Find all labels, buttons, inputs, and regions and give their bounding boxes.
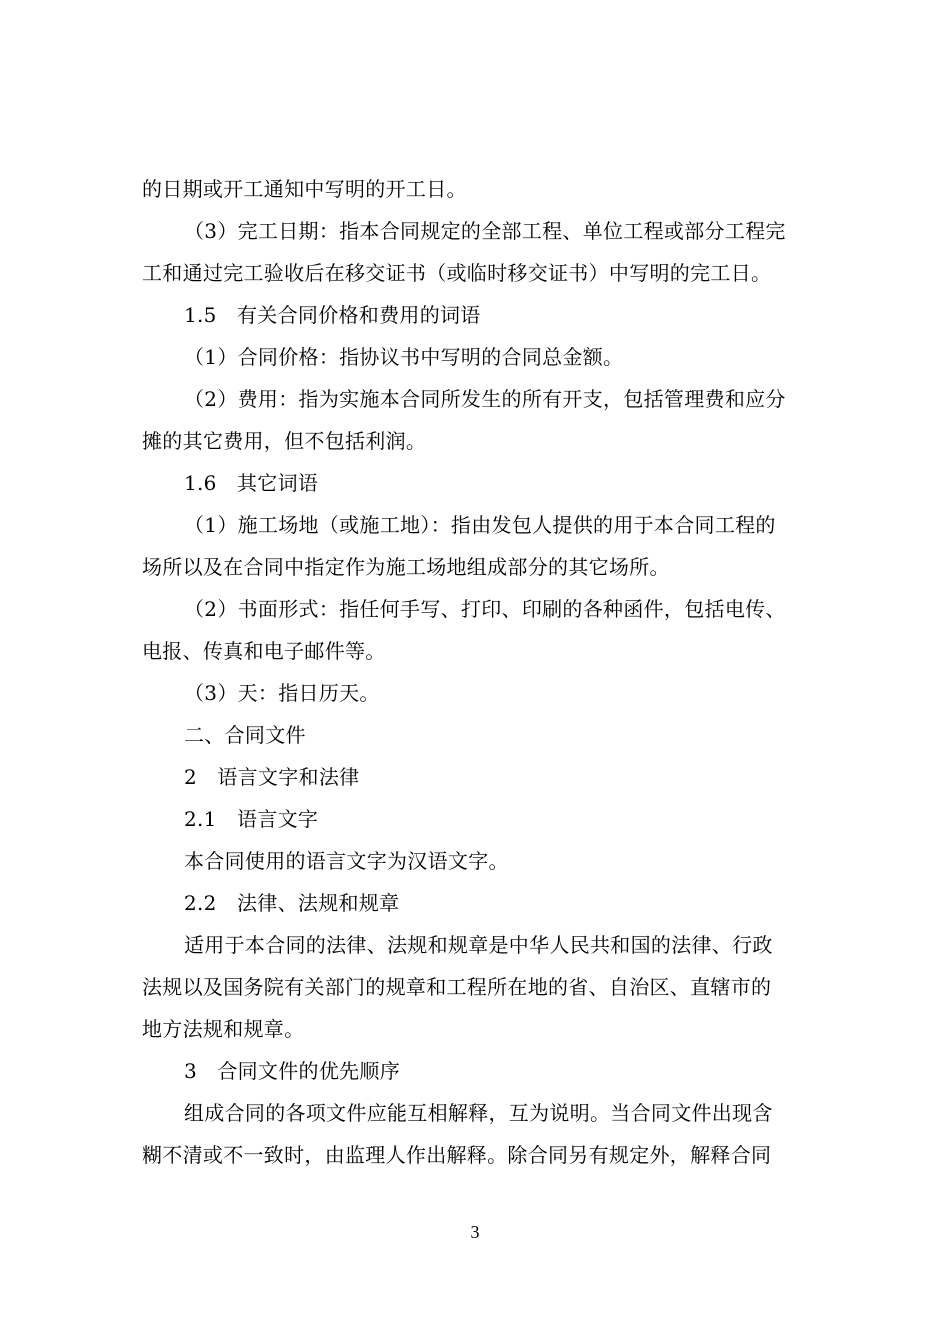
text-line: 法规以及国务院有关部门的规章和工程所在地的省、自治区、直辖市的	[142, 975, 772, 999]
text-line: 电报、传真和电子邮件等。	[142, 639, 386, 663]
text-line: 组成合同的各项文件应能互相解释，互为说明。当合同文件出现含	[184, 1101, 773, 1125]
text-line: 的日期或开工通知中写明的开工日。	[142, 177, 467, 201]
text-line: 地方法规和规章。	[142, 1017, 305, 1041]
text-line: （1）合同价格：指协议书中写明的合同总金额。	[184, 345, 624, 369]
text-line: 糊不清或不一致时，由监理人作出解释。除合同另有规定外，解释合同	[142, 1143, 772, 1167]
text-line: （3）天：指日历天。	[184, 681, 380, 705]
text-line: 2 语言文字和法律	[184, 765, 360, 789]
text-line: 本合同使用的语言文字为汉语文字。	[184, 849, 509, 873]
text-line: 2.2 法律、法规和规章	[184, 891, 400, 915]
text-line: 场所以及在合同中指定作为施工场地组成部分的其它场所。	[142, 555, 670, 579]
text-line: 摊的其它费用，但不包括利润。	[142, 429, 427, 453]
text-line: 工和通过完工验收后在移交证书（或临时移交证书）中写明的完工日。	[142, 261, 772, 285]
text-line: 适用于本合同的法律、法规和规章是中华人民共和国的法律、行政	[184, 933, 773, 957]
document-body	[142, 168, 822, 1176]
text-line: （3）完工日期：指本合同规定的全部工程、单位工程或部分工程完	[184, 219, 786, 243]
text-line: （2）书面形式：指任何手写、打印、印刷的各种函件，包括电传、	[184, 597, 786, 621]
text-line: 2.1 语言文字	[184, 807, 319, 831]
text-line: 二、合同文件	[184, 723, 306, 747]
text-line: 1.6 其它词语	[184, 471, 319, 495]
text-line: 1.5 有关合同价格和费用的词语	[184, 303, 481, 327]
text-line: （2）费用：指为实施本合同所发生的所有开支，包括管理费和应分	[184, 387, 786, 411]
text-line: 3 合同文件的优先顺序	[184, 1059, 401, 1083]
page-number: 3	[470, 1222, 480, 1242]
text-line: （1）施工场地（或施工地）：指由发包人提供的用于本合同工程的	[184, 513, 776, 537]
